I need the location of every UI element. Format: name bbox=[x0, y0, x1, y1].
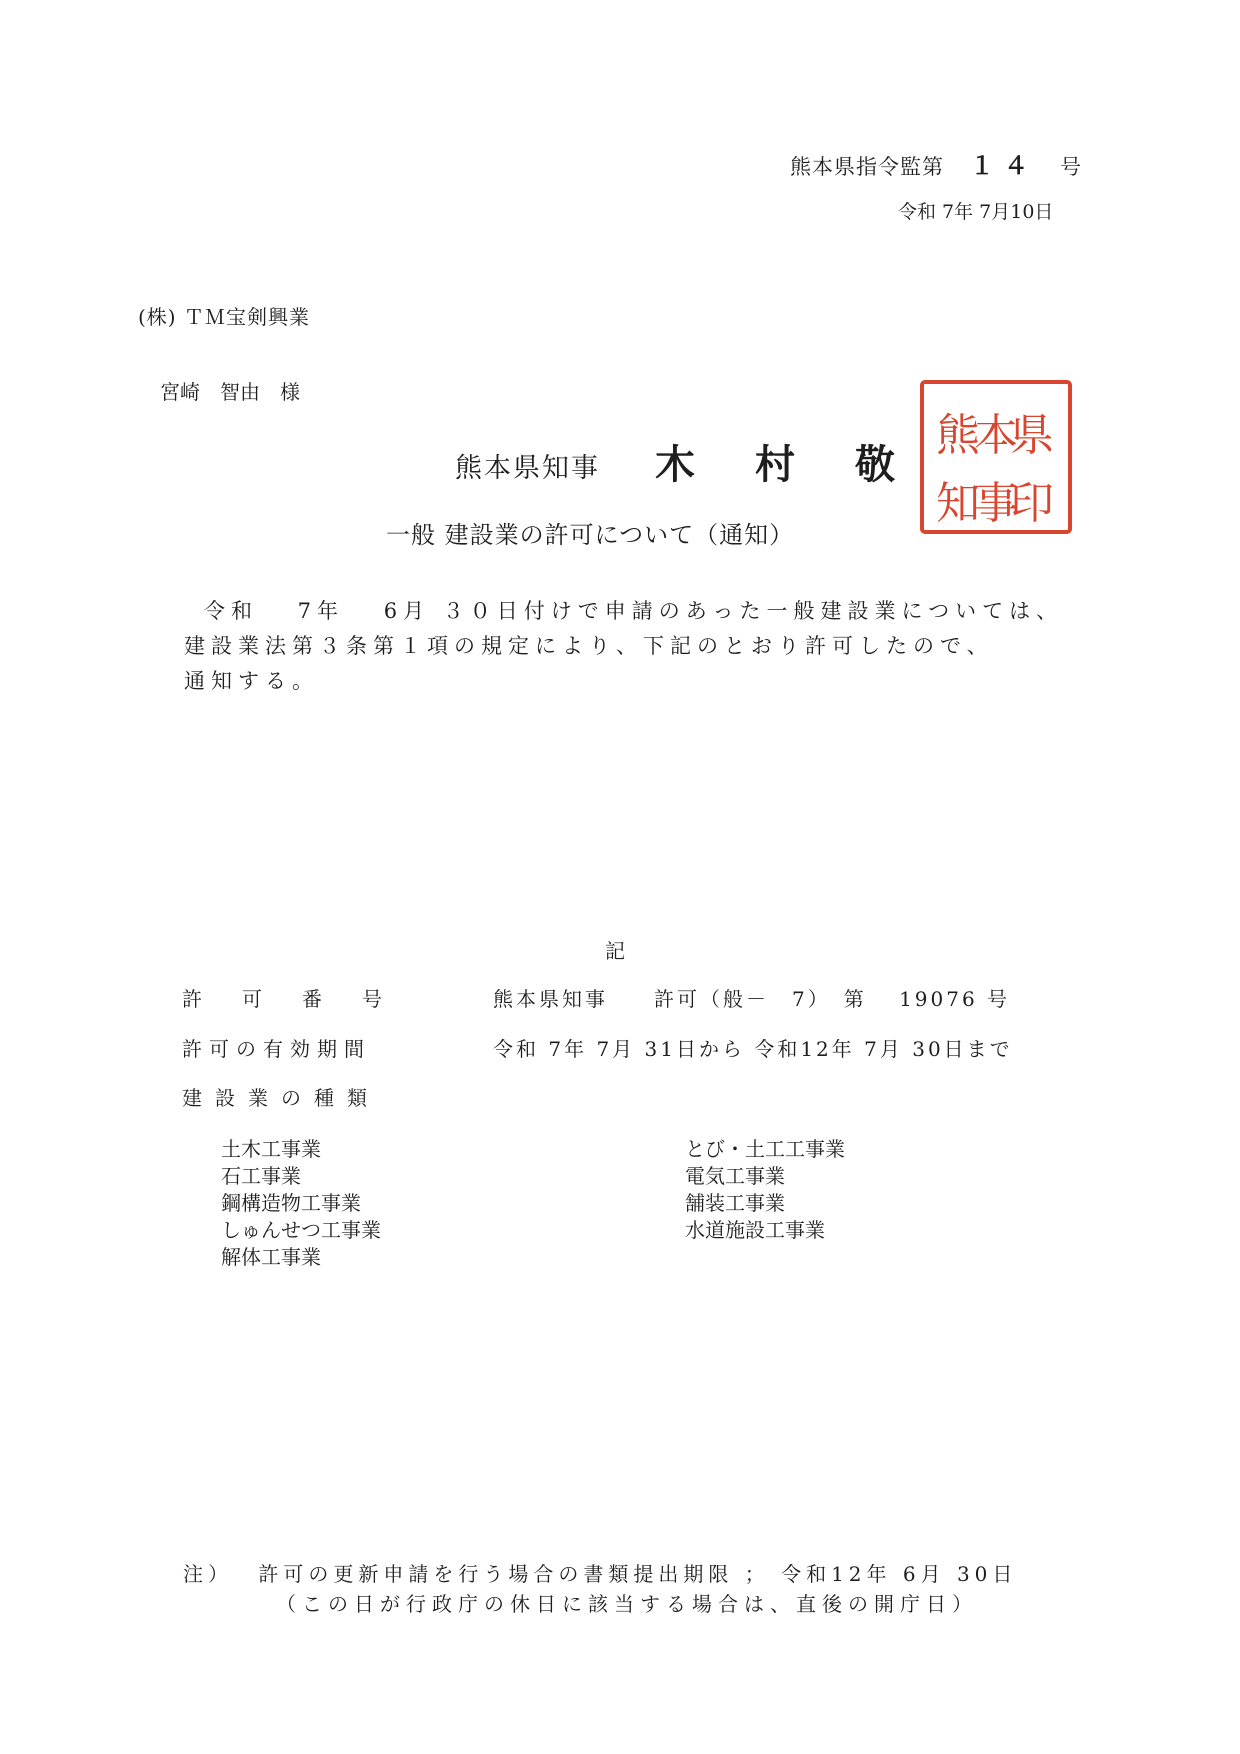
notice-subject: 一般 建設業の許可について（通知） bbox=[386, 521, 795, 549]
document-number-prefix: 熊本県指令監第 bbox=[790, 155, 944, 179]
work-type-item: 舗装工事業 bbox=[685, 1191, 785, 1215]
document-number bbox=[790, 146, 1082, 181]
recipient-company: (株) ＴＭ宝剣興業 bbox=[138, 305, 310, 329]
sender-title: 熊本県知事 bbox=[455, 453, 600, 484]
seal-character: 印 bbox=[1010, 478, 1054, 529]
work-type-item: 土木工事業 bbox=[221, 1137, 321, 1161]
work-type-item: 水道施設工事業 bbox=[685, 1218, 825, 1242]
work-types-right-list bbox=[685, 1136, 845, 1244]
ki-heading: 記 bbox=[605, 939, 625, 963]
permit-number-label: 許 可 番 号 bbox=[182, 987, 382, 1011]
body-line-1: 令和 7年 6月 ３０日付けで申請のあった一般建設業については、 bbox=[204, 599, 1064, 623]
notice-body bbox=[184, 594, 1084, 699]
seal-character: 熊 bbox=[936, 410, 980, 461]
construction-types-label: 建設業の種類 bbox=[182, 1086, 380, 1110]
work-type-item: 解体工事業 bbox=[221, 1245, 321, 1269]
note-subtext: （この日が行政庁の休日に該当する場合は、直後の開庁日） bbox=[276, 1592, 978, 1616]
renewal-note bbox=[183, 1561, 1017, 1588]
seal-character: 事 bbox=[974, 478, 1018, 529]
validity-label: 許可の有効期間 bbox=[182, 1037, 371, 1061]
seal-character: 知 bbox=[936, 478, 980, 529]
body-line-2: 建設業法第３条第１項の規定により、下記のとおり許可したので、 bbox=[184, 634, 994, 658]
document-date: 令和 7年 7月10日 bbox=[898, 201, 1054, 223]
seal-character: 本 bbox=[974, 410, 1018, 461]
work-type-item: しゅんせつ工事業 bbox=[221, 1218, 381, 1242]
work-type-item: 石工事業 bbox=[221, 1164, 301, 1188]
body-line-3: 通知する。 bbox=[184, 669, 319, 693]
note-prefix: 注） bbox=[183, 1562, 233, 1586]
document-number-value: １４ bbox=[970, 151, 1038, 180]
document-number-suffix: 号 bbox=[1060, 155, 1082, 179]
recipient-name: 宮崎 智由 様 bbox=[160, 380, 300, 404]
permit-number-value: 熊本県知事 許可（般－ 7） 第 19076 号 bbox=[493, 987, 1011, 1011]
work-type-item: 電気工事業 bbox=[685, 1164, 785, 1188]
sender-name: 木村敬 bbox=[655, 441, 955, 488]
work-type-item: 鋼構造物工事業 bbox=[221, 1191, 361, 1215]
note-text: 許可の更新申請を行う場合の書類提出期限 ； 令和12年 6月 30日 bbox=[258, 1562, 1018, 1586]
validity-value: 令和 7年 7月 31日から 令和12年 7月 30日まで bbox=[493, 1037, 1013, 1061]
work-types-left-list bbox=[221, 1136, 381, 1271]
work-type-item: とび・土工工事業 bbox=[685, 1137, 845, 1161]
official-seal bbox=[918, 378, 1074, 536]
seal-character: 県 bbox=[1010, 410, 1054, 461]
